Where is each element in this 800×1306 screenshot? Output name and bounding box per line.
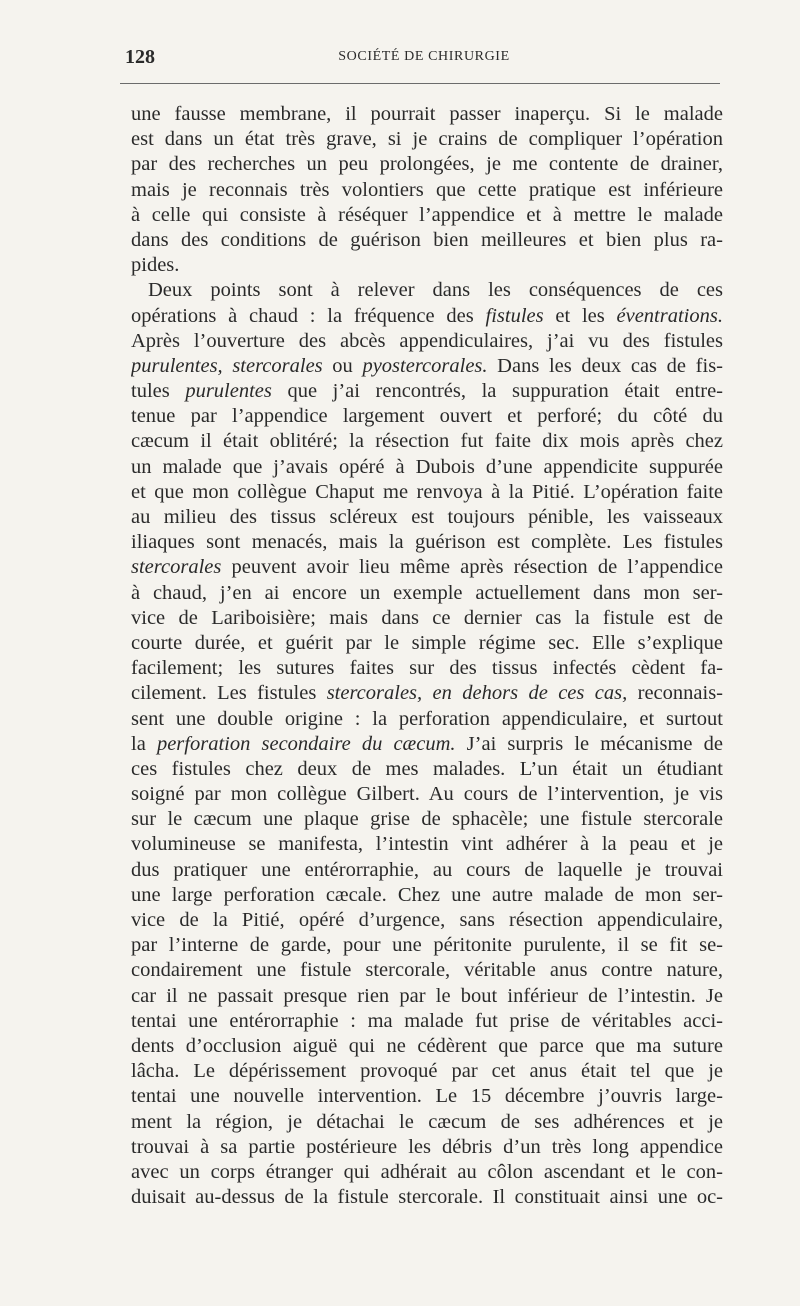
text-line: [131, 681, 723, 706]
text-run: dus pratiquer une entérorraphie, au cours de laquelle je trouvai: [131, 858, 723, 881]
text-run: lâcha. Le dépérissement provoqué par cet anus était tel que je: [131, 1060, 723, 1083]
text-line: [131, 883, 723, 908]
text-line: [131, 732, 723, 757]
text-run: tenue par l’appendice largement ouvert et perforé; du côté du: [131, 405, 723, 428]
text-run: un malade que j’avais opéré à Dubois d’une appendicite suppurée: [131, 455, 723, 478]
text-run: facilement; les sutures faites sur des tissus infectés cèdent fa-: [131, 657, 723, 680]
text-line: [131, 354, 723, 379]
text-line: [131, 757, 723, 782]
text-run: que j’ai rencontrés, la suppuration était entre-: [271, 380, 723, 403]
text-line: [131, 782, 723, 807]
text-line: [131, 832, 723, 857]
text-run: une large perforation cæcale. Chez une autre malade de mon ser-: [131, 883, 723, 906]
text-line: [131, 278, 723, 303]
text-run: Après l’ouverture des abcès appendiculaires, j’ai vu des fistules: [131, 329, 723, 352]
text-line: [131, 329, 723, 354]
text-run: ment la région, je détachai le cæcum de ses adhérences et je: [131, 1110, 723, 1133]
text-line: [131, 1160, 723, 1185]
text-run: reconnais-: [627, 682, 723, 705]
text-run: vice de Lariboisière; mais dans ce dernier cas la fistule est de: [131, 606, 723, 629]
text-run: J’ai surpris le mécanisme de: [455, 732, 723, 755]
text-line: [131, 707, 723, 732]
italic-text-run: stercorales: [131, 556, 222, 579]
text-run: vice de la Pitié, opéré d’urgence, sans résection appendiculaire,: [131, 909, 723, 931]
text-line: [131, 581, 723, 606]
text-line: [131, 505, 723, 530]
italic-text-run: perforation secondaire du cæcum.: [156, 732, 456, 755]
text-line: [131, 631, 723, 656]
italic-text-run: pyostercorales.: [362, 354, 488, 377]
text-line: [131, 1009, 723, 1034]
text-line: [131, 555, 723, 580]
text-line: [131, 480, 723, 505]
text-line: [131, 858, 723, 883]
text-line: [131, 1135, 723, 1160]
text-line: [131, 455, 723, 480]
text-line: [131, 1059, 723, 1084]
text-run: et les: [543, 304, 617, 327]
text-line: [131, 1084, 723, 1109]
text-run: ou: [322, 354, 363, 377]
text-run: mais je reconnais très volontiers que cette pratique est inférieure: [131, 178, 723, 201]
text-run: par l’interne de garde, pour une péritonite purulente, il se fit se-: [131, 934, 723, 957]
text-line: [131, 984, 723, 1009]
body-text: [131, 102, 723, 1210]
text-run: iliaques sont menacés, mais la guérison est complète. Les fistules: [131, 531, 723, 554]
text-line: [131, 127, 723, 152]
text-run: sur le cæcum une plaque grise de sphacèle; une fistule stercorale: [131, 808, 723, 831]
italic-text-run: fistules: [485, 304, 544, 327]
text-line: [131, 178, 723, 203]
text-line: [131, 253, 723, 278]
italic-text-run: purulentes, stercorales: [131, 354, 323, 377]
text-run: condairement une fistule stercorale, véritable anus contre nature,: [131, 959, 723, 982]
italic-text-run: stercorales, en dehors de ces cas,: [326, 682, 628, 705]
text-run: dents d’occlusion aiguë qui ne cédèrent que parce que ma suture: [131, 1034, 723, 1057]
text-line: [131, 379, 723, 404]
text-run: duisait au-dessus de la fistule stercorale. Il constituait ainsi une oc-: [131, 1186, 723, 1209]
text-run: tentai une entérorraphie : ma malade fut prise de véritables acci-: [131, 1009, 723, 1032]
text-run: Dans les deux cas de fis-: [487, 354, 723, 377]
text-line: [131, 807, 723, 832]
text-run: opérations à chaud : la fréquence des: [131, 304, 486, 327]
text-run: dans des conditions de guérison bien meilleures et bien plus ra-: [131, 228, 723, 251]
text-run: par des recherches un peu prolongées, je me contente de drainer,: [131, 153, 723, 176]
text-line: [131, 656, 723, 681]
text-run: une fausse membrane, il pourrait passer inaperçu. Si le malade: [131, 103, 723, 125]
text-run: avec un corps étranger qui adhérait au côlon ascendant et le con-: [131, 1160, 723, 1183]
text-run: car il ne passait presque rien par le bout inférieur de l’intestin. Je: [131, 984, 723, 1007]
text-line: [131, 933, 723, 958]
text-run: trouvai à sa partie postérieure les débris d’un très long appendice: [131, 1135, 723, 1158]
italic-text-run: éventrations.: [616, 304, 723, 327]
text-run: la: [131, 732, 157, 755]
text-line: [131, 908, 723, 933]
text-run: tentai une nouvelle intervention. Le 15 décembre j’ouvris large-: [131, 1085, 723, 1108]
text-run: à celle qui consiste à réséquer l’appendice et à mettre le malade: [131, 203, 723, 226]
text-run: et que mon collègue Chaput me renvoya à la Pitié. L’opération faite: [131, 480, 723, 503]
text-run: à chaud, j’en ai encore un exemple actuellement dans mon ser-: [131, 581, 723, 604]
text-line: [131, 1185, 723, 1210]
text-run: courte durée, et guérit par le simple régime sec. Elle s’explique: [131, 631, 723, 654]
text-run: au milieu des tissus scléreux est toujours pénible, les vaisseaux: [131, 506, 723, 528]
text-run: est dans un état très grave, si je crains de compliquer l’opération: [131, 128, 723, 151]
text-line: [131, 102, 723, 127]
text-run: pides.: [131, 254, 180, 277]
text-line: [131, 530, 723, 555]
text-line: [131, 1034, 723, 1059]
text-line: [131, 228, 723, 253]
header-rule: [120, 83, 720, 84]
text-run: volumineuse se manifesta, l’intestin vint adhérer à la peau et je: [131, 833, 723, 856]
text-line: [131, 304, 723, 329]
running-title: SOCIÉTÉ DE CHIRURGIE: [338, 49, 510, 64]
page-number: 128: [125, 46, 155, 68]
text-line: [131, 958, 723, 983]
text-run: Deux points sont à relever dans les conséquences de ces: [148, 279, 723, 302]
text-line: [131, 429, 723, 454]
text-run: cæcum il était oblitéré; la résection fut faite dix mois après chez: [131, 430, 723, 453]
text-line: [131, 404, 723, 429]
italic-text-run: purulentes: [185, 380, 272, 403]
text-line: [131, 152, 723, 177]
text-run: sent une double origine : la perforation appendiculaire, et surtout: [131, 707, 723, 730]
text-run: soigné par mon collègue Gilbert. Au cours de l’intervention, je vis: [131, 783, 723, 806]
text-run: peuvent avoir lieu même après résection de l’appendice: [221, 556, 723, 579]
text-line: [131, 203, 723, 228]
text-run: ces fistules chez deux de mes malades. L’un était un étudiant: [131, 757, 723, 780]
text-run: tules: [131, 380, 186, 403]
text-run: cilement. Les fistules: [131, 682, 327, 705]
text-line: [131, 1110, 723, 1135]
text-line: [131, 606, 723, 631]
